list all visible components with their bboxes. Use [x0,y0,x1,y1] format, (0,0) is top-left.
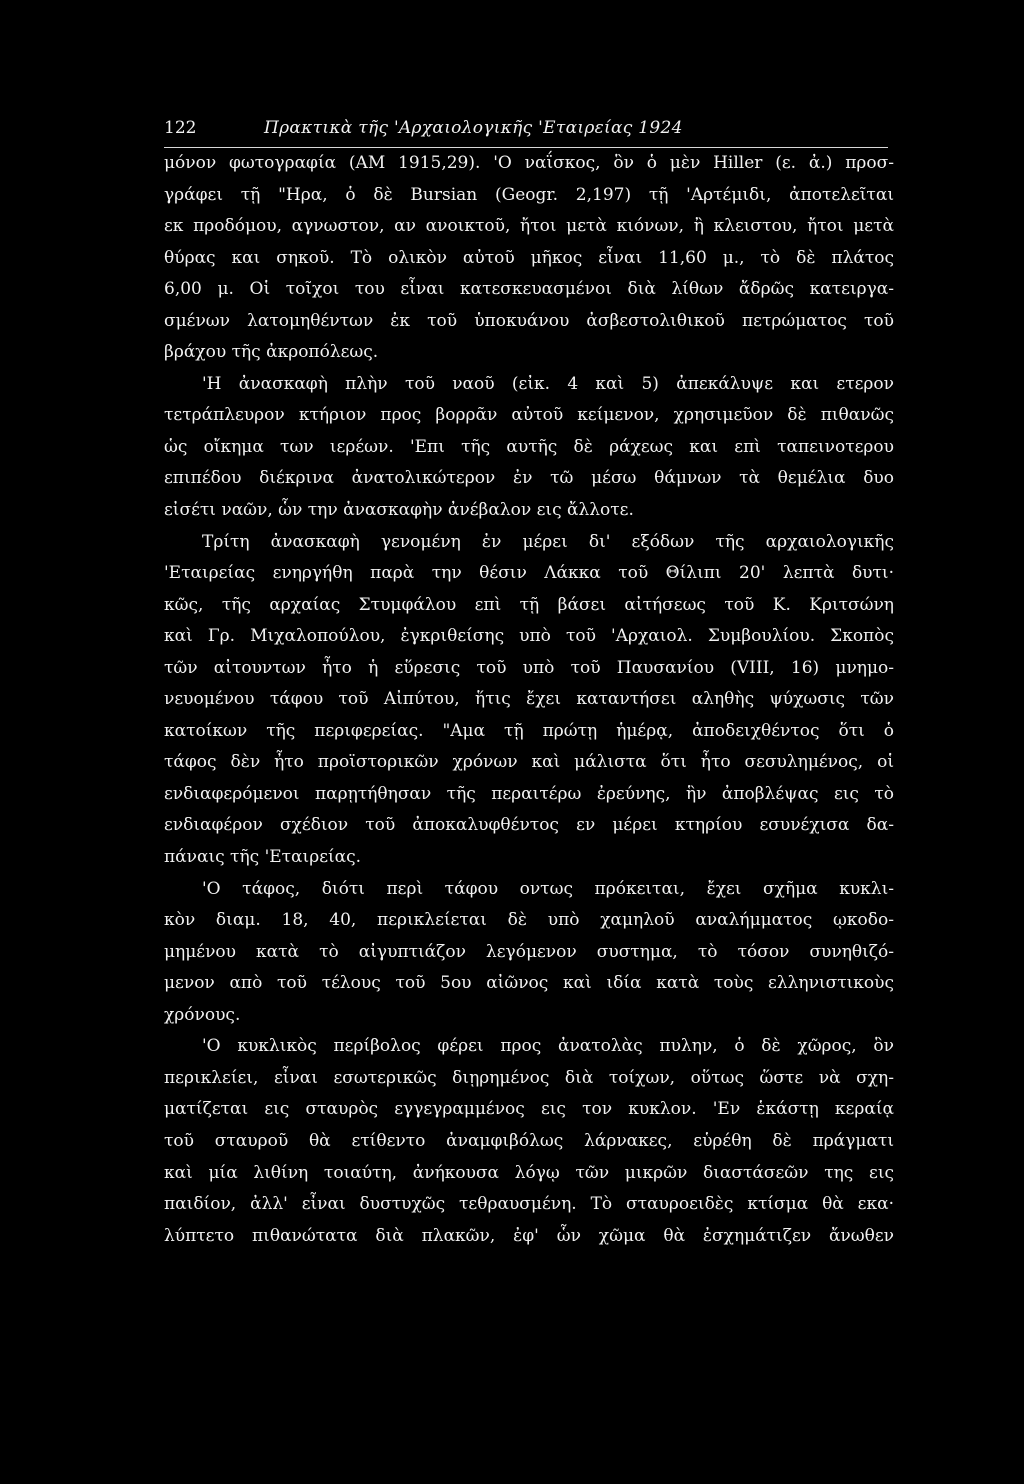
text-line: τοῦ σταυροῦ θὰ ετίθεντο ἀναμφιβόλως λάρνακες, εὑρέθη δὲ πράγματι [164,1130,894,1151]
text-line: μόνον φωτογραφία (ΑΜ 1915,29). 'Ο ναΐσκος, ὃν ὁ μὲν Hiller (ε. ἀ.) προσ- [164,153,894,173]
book-page [164,118,894,146]
text-line: χρόνους. [164,1004,241,1025]
text-line: εκ προδόμου, αγνωστον, αν ανοικτοῦ, ἤτοι μετὰ κιόνων, ἢ κλειστου, ἤτοι μετὰ [164,216,894,237]
text-line: σμένων λατομηθέντων ἐκ τοῦ ὑποκυάνου ἀσβεστολιθικοῦ πετρώματος τοῦ [164,310,894,331]
text-line: κατοίκων τῆς περιφερείας. "Αμα τῇ πρώτῃ ἡμέρᾳ, ἀποδειχθέντος ὅτι ὁ [164,720,894,741]
text-line: βράχου τῆς ἀκροπόλεως. [164,342,379,363]
text-line: καὶ Γρ. Μιχαλοπούλου, ἐγκριθείσης υπὸ τοῦ 'Αρχαιολ. Συμβουλίου. Σκοπὸς [164,626,894,647]
text-line: 'Ο τάφος, διότι περὶ τάφου οντως πρόκειται, ἔχει σχῆμα κυκλι- [202,878,894,899]
body-text [164,148,894,1252]
text-line: 'Ο κυκλικὸς περίβολος φέρει προς ἀνατολὰς πυλην, ὁ δὲ χῶρος, ὃν [202,1036,894,1057]
text-line: εἰσέτι ναῶν, ὧν την ἀνασκαφὴν ἀνέβαλον εις ἄλλοτε. [164,500,634,521]
text-line: 'Η ἀνασκαφὴ πλὴν τοῦ ναοῦ (εἰκ. 4 καὶ 5) ἀπεκάλυψε και ετερον [202,373,894,394]
text-line: πάναις τῆς 'Εταιρείας. [164,847,362,868]
text-line: καὶ μία λιθίνη τοιαύτη, ἀνήκουσα λόγῳ τῶν μικρῶν διαστάσεῶν της εις [164,1162,894,1183]
text-line: τάφος δὲν ἦτο προϊστορικῶν χρόνων καὶ μάλιστα ὅτι ἦτο σεσυλημένος, οἱ [164,752,894,773]
text-line: παιδίον, ἀλλ' εἶναι δυστυχῶς τεθραυσμένη. Τὸ σταυροειδὲς κτίσμα θὰ εκα· [164,1194,894,1215]
text-line: γράφει τῇ "Ηρα, ὁ δὲ Bursian (Geogr. 2,197) τῇ 'Αρτέμιδι, ἀποτελεῖται [164,184,894,205]
text-line: ενδιαφερόμενοι παρῃτήθησαν τῆς περαιτέρω ἐρεύνης, ἣν ἀποβλέψας εις τὸ [164,783,894,804]
text-line: μημένου κατὰ τὸ αἰγυπτιάζον λεγόμενον συστημα, τὸ τόσον συνηθιζό- [164,941,894,962]
text-line: περικλείει, εἶναι εσωτερικῶς διῃρημένος διὰ τοίχων, οὕτως ὥστε νὰ σχη- [164,1067,894,1088]
text-line: θύρας και σηκοῦ. Τὸ ολικὸν αὐτοῦ μῆκος εἶναι 11,60 μ., τὸ δὲ πλάτος [164,247,894,268]
text-line: νευομένου τάφου τοῦ Αἰπύτου, ἥτις ἔχει καταντήσει αληθὴς ψύχωσις τῶν [164,689,894,710]
text-line: κὸν διαμ. 18, 40, περικλείεται δὲ υπὸ χαμηλοῦ αναλήμματος ῳκοδο- [164,910,894,931]
text-line: ὡς οἴκημα των ιερέων. 'Επι τῆς αυτῆς δὲ ράχεως και επὶ ταπεινοτερου [164,436,894,457]
text-line: Τρίτη ἀνασκαφὴ γενομένη ἐν μέρει δι' εξόδων τῆς αρχαιολογικῆς [202,531,894,552]
running-head [164,118,894,146]
page-number: 122 [164,118,197,138]
text-line: 'Εταιρείας ενηργήθη παρὰ την θέσιν Λάκκα τοῦ Θίλιπι 20' λεπτὰ δυτι· [164,563,894,584]
text-line: τῶν αἰτουντων ἦτο ἡ εὕρεσις τοῦ υπὸ τοῦ Παυσανίου (VIII, 16) μνημο- [164,657,894,678]
text-line: μενον απὸ τοῦ τέλους τοῦ 5ου αἰῶνος καὶ ιδία κατὰ τοὺς ελληνιστικοὺς [164,973,894,994]
text-line: 6,00 μ. Οἱ τοῖχοι του εἶναι κατεσκευασμένοι διὰ λίθων ἄδρῶς κατειργα- [164,279,894,300]
journal-title: Πρακτικὰ τῆς 'Αρχαιολογικῆς 'Εταιρείας 1924 [264,118,683,138]
text-line: τετράπλευρον κτήριον προς βορρᾶν αὐτοῦ κείμενον, χρησιμεῦον δὲ πιθανῶς [164,405,894,426]
text-line: ματίζεται εις σταυρὸς εγγεγραμμένος εις τον κυκλον. 'Εν ἑκάστῃ κεραίᾳ [164,1099,894,1120]
text-line: επιπέδου διέκρινα ἀνατολικώτερον ἐν τῶ μέσω θάμνων τὰ θεμέλια δυο [164,468,894,489]
text-line: κῶς, τῆς αρχαίας Στυμφάλου επὶ τῇ βάσει αἰτήσεως τοῦ Κ. Κριτσώνη [164,594,894,615]
text-line: ενδιαφέρον σχέδιον τοῦ ἀποκαλυφθέντος εν μέρει κτηρίου εσυνέχισα δα- [164,815,894,836]
text-line: λύπτετο πιθανώτατα διὰ πλακῶν, ἐφ' ὧν χῶμα θὰ ἐσχημάτιζεν ἄνωθεν [164,1225,894,1246]
